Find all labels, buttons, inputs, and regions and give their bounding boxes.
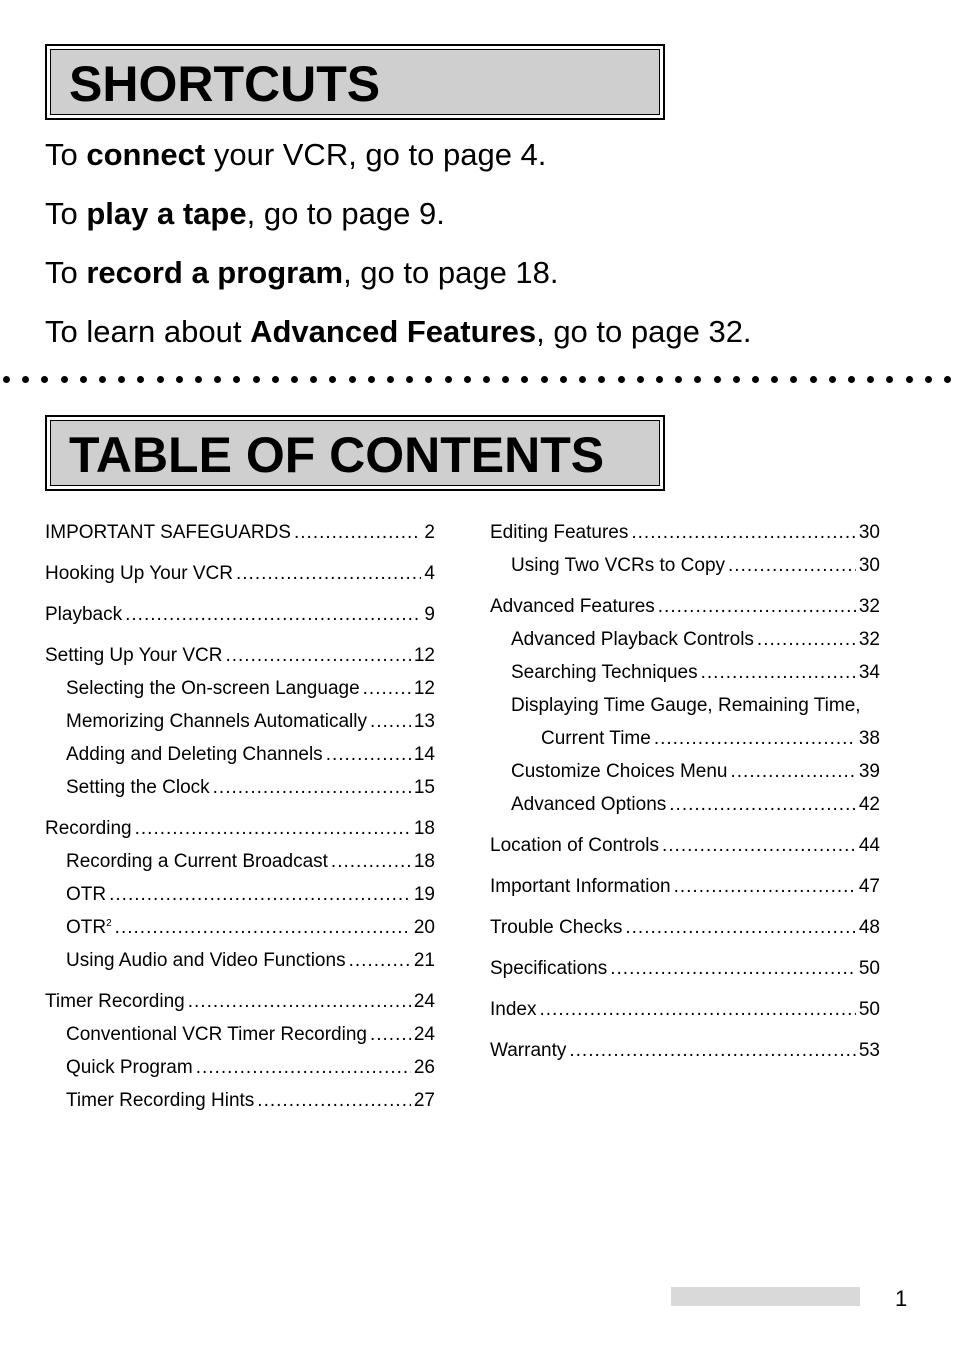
toc-entry-page: 44 (858, 835, 880, 856)
toc-entry (45, 1084, 435, 1117)
toc-leader-dots (569, 1034, 855, 1067)
toc-entry-title: Recording (45, 818, 132, 839)
divider-dot (560, 376, 567, 383)
divider-dot (137, 376, 144, 383)
toc-left-column (45, 516, 435, 1117)
toc-entry (490, 870, 880, 903)
toc-entry-page: 18 (413, 851, 435, 872)
divider-dot (349, 376, 356, 383)
toc-entry-label (511, 656, 698, 689)
toc-entry-title: Using Audio and Video Functions (66, 950, 346, 971)
toc-entry-label (490, 952, 607, 985)
toc-entry-page: 15 (413, 777, 435, 798)
shortcuts-title-panel (50, 49, 660, 115)
divider-dot (483, 376, 490, 383)
toc-entry-label (511, 549, 725, 582)
divider-dot (675, 376, 682, 383)
toc-entry-page: 18 (413, 818, 435, 839)
toc-entry-title: Setting Up Your VCR (45, 645, 223, 666)
toc-entry-title: Specifications (490, 958, 608, 979)
toc-entry (45, 639, 435, 672)
divider-dot (118, 376, 125, 383)
divider-dot (752, 376, 759, 383)
toc-entry-title: Current Time (541, 728, 651, 749)
toc-leader-dots (625, 911, 856, 944)
toc-entry-title: Searching Techniques (511, 662, 698, 683)
toc-entry-page: 12 (413, 678, 435, 699)
toc-entry (490, 993, 880, 1026)
toc-entry-label (45, 598, 122, 631)
divider-dot (886, 376, 893, 383)
divider-dot (310, 376, 317, 383)
toc-entry-page: 2 (424, 522, 435, 543)
toc-entry (45, 705, 435, 738)
toc-title-panel (50, 420, 660, 486)
toc-entry-page: 30 (858, 522, 880, 543)
toc-entry-page: 53 (858, 1040, 880, 1061)
toc-entry-label (66, 705, 367, 738)
toc-entry-label (45, 516, 291, 549)
toc-leader-dots (757, 623, 856, 656)
toc-entry-title: Recording a Current Broadcast (66, 851, 328, 872)
divider-dot (61, 376, 68, 383)
divider-dot (80, 376, 87, 383)
divider-dot (694, 376, 701, 383)
toc-entry-page: 12 (413, 645, 435, 666)
divider-dot (771, 376, 778, 383)
toc-entry-page: 9 (424, 604, 435, 625)
toc-leader-dots (257, 1084, 411, 1117)
divider-dot (810, 376, 817, 383)
toc-leader-dots (539, 993, 855, 1026)
toc-leader-dots (225, 639, 410, 672)
toc-entry (45, 598, 435, 631)
divider-dot (3, 376, 10, 383)
toc-entry-page: 48 (858, 917, 880, 938)
shortcut-advanced (45, 302, 925, 361)
toc-entry (45, 771, 435, 804)
toc-entry-title: Displaying Time Gauge, Remaining Time, (511, 695, 861, 716)
toc-leader-dots (326, 738, 411, 771)
toc-entry-title: Advanced Features (490, 596, 655, 617)
toc-title: TABLE OF CONTENTS (69, 427, 605, 483)
shortcut-keyword: Advanced Features (250, 314, 537, 349)
toc-entry-label (66, 738, 323, 771)
toc-entry (45, 516, 435, 549)
toc-leader-dots (363, 672, 411, 705)
toc-entry-superscript: 2 (106, 918, 112, 929)
toc-entry-title: Memorizing Channels Automatically (66, 711, 367, 732)
toc-entry-title: Warranty (490, 1040, 567, 1061)
toc-leader-dots (669, 788, 856, 821)
toc-entry-label (66, 944, 346, 977)
toc-entry-title: Selecting the On-screen Language (66, 678, 360, 699)
shortcut-keyword: play a tape (86, 196, 247, 231)
toc-entry-label (490, 516, 628, 549)
footer-bar (671, 1287, 860, 1306)
toc-entry-label (45, 812, 132, 845)
toc-entry-title: Advanced Playback Controls (511, 629, 754, 650)
toc-entry-label (66, 878, 106, 911)
toc-entry-title: Index (490, 999, 537, 1020)
shortcut-text: your VCR, go to page 4. (205, 137, 547, 172)
toc-entry (45, 738, 435, 771)
shortcut-text: To (45, 255, 87, 290)
toc-leader-dots (125, 598, 421, 631)
toc-entry (490, 656, 880, 689)
toc-entry (490, 788, 880, 821)
shortcut-keyword: record a program (86, 255, 344, 290)
toc-entry (490, 952, 880, 985)
toc-leader-dots (370, 1018, 411, 1051)
toc-entry-title: Conventional VCR Timer Recording (66, 1024, 367, 1045)
toc-entry (490, 516, 880, 549)
shortcut-text: To learn about (45, 314, 251, 349)
toc-entry-title: Using Two VCRs to Copy (511, 555, 726, 576)
toc-leader-dots (701, 656, 856, 689)
divider-dot (291, 376, 298, 383)
toc-entry (490, 590, 880, 623)
toc-entry (490, 623, 880, 656)
divider-dot (445, 376, 452, 383)
toc-entry-title: Advanced Options (511, 794, 667, 815)
toc-entry (45, 985, 435, 1018)
shortcuts-title: SHORTCUTS (69, 56, 381, 112)
divider-dot (790, 376, 797, 383)
divider-dot (195, 376, 202, 383)
toc-entry (490, 1034, 880, 1067)
toc-entry-page: 26 (413, 1057, 435, 1078)
toc-entry (490, 689, 880, 722)
toc-entry-title: Adding and Deleting Channels (66, 744, 323, 765)
toc-entry (45, 1018, 435, 1051)
toc-entry-title: Editing Features (490, 522, 629, 543)
toc-entry-page: 32 (858, 629, 880, 650)
toc-leader-dots (674, 870, 856, 903)
divider-dot (637, 376, 644, 383)
shortcuts-title-box (45, 44, 665, 120)
toc-entry-label (66, 1051, 193, 1084)
toc-leader-dots (236, 557, 421, 590)
page-number: 1 (895, 1286, 908, 1311)
toc-entry-label (490, 870, 671, 903)
toc-entry-title: Timer Recording (45, 991, 185, 1012)
divider-dot (541, 376, 548, 383)
toc-entry-label (490, 993, 536, 1026)
toc-entry-page: 34 (858, 662, 880, 683)
toc-entry-label (66, 1018, 367, 1051)
shortcut-record (45, 243, 925, 302)
divider-dot (22, 376, 29, 383)
toc-entry (490, 911, 880, 944)
toc-entry (45, 845, 435, 878)
toc-entry-title: IMPORTANT SAFEGUARDS (45, 522, 291, 543)
toc-entry (490, 755, 880, 788)
toc-entry-page: 19 (413, 884, 435, 905)
toc-leader-dots (135, 812, 411, 845)
toc-leader-dots (631, 516, 856, 549)
shortcut-text: , go to page 32. (536, 314, 752, 349)
toc-entry-label (490, 1034, 566, 1067)
toc-entry-label (511, 755, 727, 788)
toc-entry-page: 27 (413, 1090, 435, 1111)
divider-dot (714, 376, 721, 383)
dotted-divider (0, 373, 954, 387)
toc-entry-page: 38 (858, 728, 880, 749)
toc-entry-label (66, 771, 210, 804)
toc-leader-dots (196, 1051, 411, 1084)
toc-entry-label (45, 639, 222, 672)
toc-leader-dots (115, 911, 411, 944)
toc-leader-dots (662, 829, 856, 862)
toc-entry-title: Trouble Checks (490, 917, 623, 938)
divider-dot (906, 376, 913, 383)
toc-entry (45, 672, 435, 705)
shortcut-play (45, 184, 925, 243)
toc-entry-page: 50 (858, 999, 880, 1020)
divider-dot (733, 376, 740, 383)
toc-leader-dots (109, 878, 411, 911)
toc-entry-label (490, 911, 622, 944)
divider-dot (598, 376, 605, 383)
toc-leader-dots (294, 516, 421, 549)
toc-leader-dots (213, 771, 411, 804)
toc-entry-page: 47 (858, 876, 880, 897)
toc-entry-title: Setting the Clock (66, 777, 210, 798)
divider-dot (157, 376, 164, 383)
divider-dot (425, 376, 432, 383)
toc-entry-label (66, 911, 112, 944)
divider-dot (387, 376, 394, 383)
toc-entry-title: Hooking Up Your VCR (45, 563, 233, 584)
toc-entry (45, 1051, 435, 1084)
divider-dot (368, 376, 375, 383)
shortcut-text: , go to page 9. (246, 196, 445, 231)
toc-entry-label (66, 1084, 254, 1117)
divider-dot (214, 376, 221, 383)
toc-entry-label (45, 557, 233, 590)
toc-entry-page: 20 (413, 917, 435, 938)
toc-entry-title: OTR (66, 884, 107, 905)
divider-dot (233, 376, 240, 383)
toc-entry-page: 13 (413, 711, 435, 732)
divider-dot (41, 376, 48, 383)
divider-dot (656, 376, 663, 383)
toc-entry-page: 42 (858, 794, 880, 815)
toc-entry-title: Playback (45, 604, 123, 625)
toc-entry-title: Quick Program (66, 1057, 193, 1078)
divider-dot (406, 376, 413, 383)
toc-entry-page: 21 (413, 950, 435, 971)
divider-dot (176, 376, 183, 383)
divider-dot (464, 376, 471, 383)
toc-entry-page: 14 (413, 744, 435, 765)
divider-dot (99, 376, 106, 383)
divider-dot (272, 376, 279, 383)
toc-entry-title: Important Information (490, 876, 671, 897)
divider-dot (253, 376, 260, 383)
toc-entry-title: Customize Choices Menu (511, 761, 728, 782)
divider-dot (329, 376, 336, 383)
toc-entry (45, 812, 435, 845)
toc-entry-label (541, 722, 651, 755)
divider-dot (867, 376, 874, 383)
toc-entry (490, 829, 880, 862)
toc-entry-title: Location of Controls (490, 835, 659, 856)
toc-leader-dots (610, 952, 856, 985)
divider-dot (829, 376, 836, 383)
toc-entry-label (511, 689, 861, 722)
toc-entry-page: 39 (858, 761, 880, 782)
toc-leader-dots (658, 590, 856, 623)
toc-entry (45, 944, 435, 977)
toc-entry (45, 557, 435, 590)
toc-entry (490, 549, 880, 582)
divider-dot (521, 376, 528, 383)
toc-entry-label (511, 788, 666, 821)
shortcut-keyword: connect (86, 137, 206, 172)
shortcut-text: To (45, 196, 87, 231)
toc-entry (45, 911, 435, 944)
toc-leader-dots (654, 722, 856, 755)
toc-leader-dots (331, 845, 411, 878)
toc-entry-page: 4 (424, 563, 435, 584)
toc-entry-label (511, 623, 754, 656)
toc-leader-dots (188, 985, 411, 1018)
toc-entry-label (490, 590, 655, 623)
toc-entry-title: Timer Recording Hints (66, 1090, 255, 1111)
toc-leader-dots (730, 755, 855, 788)
toc-entry-page: 50 (858, 958, 880, 979)
divider-dot (618, 376, 625, 383)
toc-leader-dots (728, 549, 856, 582)
toc-title-box (45, 415, 665, 491)
divider-dot (502, 376, 509, 383)
toc-entry-page: 24 (413, 1024, 435, 1045)
toc-entry (45, 878, 435, 911)
toc-entry-label (66, 845, 328, 878)
shortcuts-list (45, 125, 925, 361)
toc-leader-dots (370, 705, 411, 738)
toc-entry-title: OTR (66, 917, 107, 938)
toc-entry-page: 24 (413, 991, 435, 1012)
toc-entry-page: 30 (858, 555, 880, 576)
toc-entry-page: 32 (858, 596, 880, 617)
divider-dot (579, 376, 586, 383)
shortcut-connect (45, 125, 925, 184)
toc-entry-label (66, 672, 360, 705)
shortcut-text: To (45, 137, 87, 172)
shortcut-text: , go to page 18. (343, 255, 559, 290)
divider-dot (925, 376, 932, 383)
divider-dot (944, 376, 951, 383)
toc-entry (490, 722, 880, 755)
toc-right-column (490, 516, 880, 1067)
toc-entry-label (45, 985, 185, 1018)
toc-leader-dots (349, 944, 411, 977)
divider-dot (848, 376, 855, 383)
toc-entry-label (490, 829, 659, 862)
